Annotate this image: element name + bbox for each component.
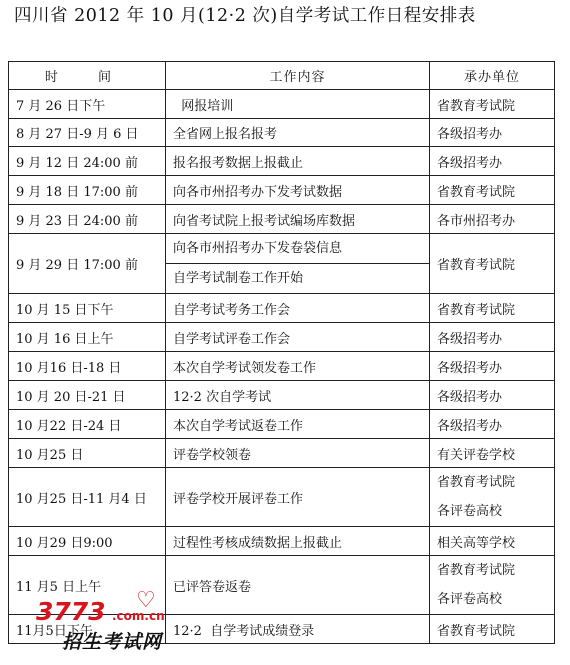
row-unit: 各评卷高校 [437, 504, 503, 519]
table-row [9, 615, 555, 644]
row-time: 10 月 15 日下午 [9, 294, 166, 323]
heart-icon: ♡ [136, 588, 156, 613]
row-unit: 省教育考试院 [430, 234, 555, 294]
table-row [9, 381, 555, 410]
row-content-split [166, 234, 430, 294]
row-unit: 各级招考办 [430, 381, 555, 410]
row-unit: 省教育考试院 [430, 90, 555, 119]
row-unit: 各级招考办 [430, 119, 555, 147]
schedule-table [8, 61, 555, 644]
row-unit: 省教育考试院 [437, 475, 516, 490]
table-header-row [9, 62, 555, 90]
row-unit-split [430, 468, 555, 527]
table-row [9, 323, 555, 352]
table-row [9, 439, 555, 468]
table-row [9, 147, 555, 176]
row-time: 10 月25 日 [9, 439, 166, 468]
table-row [9, 352, 555, 381]
row-unit: 各级招考办 [430, 323, 555, 352]
table-row [9, 205, 555, 234]
row-unit: 有关评卷学校 [430, 439, 555, 468]
row-time: 11 月5 日上午 [9, 556, 166, 615]
table-row [9, 527, 555, 556]
row-content: 网报培训 [166, 90, 430, 119]
watermark-site-name: 招生考试网 [62, 631, 163, 653]
row-content: 评卷学校开展评卷工作 [166, 468, 430, 527]
row-time: 9 月 12 日 24:00 前 [9, 147, 166, 176]
row-time: 10 月22 日-24 日 [9, 410, 166, 439]
row-content: 本次自学考试领发卷工作 [166, 352, 430, 381]
watermark-number: 3773 [36, 597, 106, 626]
row-time: 9 月 18 日 17:00 前 [9, 176, 166, 205]
row-content: 向各市州招考办下发考试数据 [166, 176, 430, 205]
page-title: 四川省 2012 年 10 月(12·2 次)自学考试工作日程安排表 [14, 6, 476, 26]
row-time: 10 月16 日-18 日 [9, 352, 166, 381]
row-unit: 省教育考试院 [430, 294, 555, 323]
row-content: 已评答卷返卷 [166, 556, 430, 615]
row-content: 向各市州招考办下发卷袋信息 [173, 241, 343, 256]
row-content: 本次自学考试返卷工作 [166, 410, 430, 439]
table-row [9, 294, 555, 323]
header-unit: 承办单位 [430, 62, 555, 90]
watermark-domain: .com.cn [112, 609, 165, 623]
row-unit: 各市州招考办 [430, 205, 555, 234]
row-time: 8 月 27 日-9 月 6 日 [9, 119, 166, 147]
row-time: 10 月25 日-11 月4 日 [9, 468, 166, 527]
row-content: 自学考试评卷工作会 [166, 323, 430, 352]
header-time: 时 间 [9, 62, 166, 90]
row-unit: 各评卷高校 [437, 592, 503, 607]
row-content: 报名报考数据上报截止 [166, 147, 430, 176]
table-row [9, 468, 555, 527]
row-time: 9 月 29 日 17:00 前 [9, 234, 166, 294]
table-row [9, 556, 555, 615]
row-unit: 各级招考办 [430, 352, 555, 381]
row-content: 向省考试院上报考试编场库数据 [166, 205, 430, 234]
row-unit: 相关高等学校 [430, 527, 555, 556]
row-content: 评卷学校领卷 [166, 439, 430, 468]
row-time: 10 月29 日9:00 [9, 527, 166, 556]
row-time: 10 月 20 日-21 日 [9, 381, 166, 410]
row-content: 12·2 次自学考试 [166, 381, 430, 410]
table-row [9, 234, 555, 294]
row-time: 7 月 26 日下午 [9, 90, 166, 119]
row-time: 10 月 16 日上午 [9, 323, 166, 352]
row-content: 自学考试制卷工作开始 [166, 263, 429, 293]
row-unit: 各级招考办 [430, 147, 555, 176]
row-content: 12·2 自学考试成绩登录 [166, 615, 430, 644]
row-time: 11月5日下午 [9, 615, 166, 644]
row-content: 自学考试考务工作会 [166, 294, 430, 323]
row-content: 全省网上报名报考 [166, 119, 430, 147]
row-unit: 省教育考试院 [430, 176, 555, 205]
row-unit-split [430, 556, 555, 615]
table-row [9, 176, 555, 205]
table-row [9, 119, 555, 147]
row-time: 9 月 23 日 24:00 前 [9, 205, 166, 234]
row-unit: 各级招考办 [430, 410, 555, 439]
table-row [9, 90, 555, 119]
row-unit: 省教育考试院 [437, 563, 516, 578]
header-content: 工作内容 [166, 62, 430, 90]
table-row [9, 410, 555, 439]
row-content: 过程性考核成绩数据上报截止 [166, 527, 430, 556]
row-unit: 省教育考试院 [430, 615, 555, 644]
